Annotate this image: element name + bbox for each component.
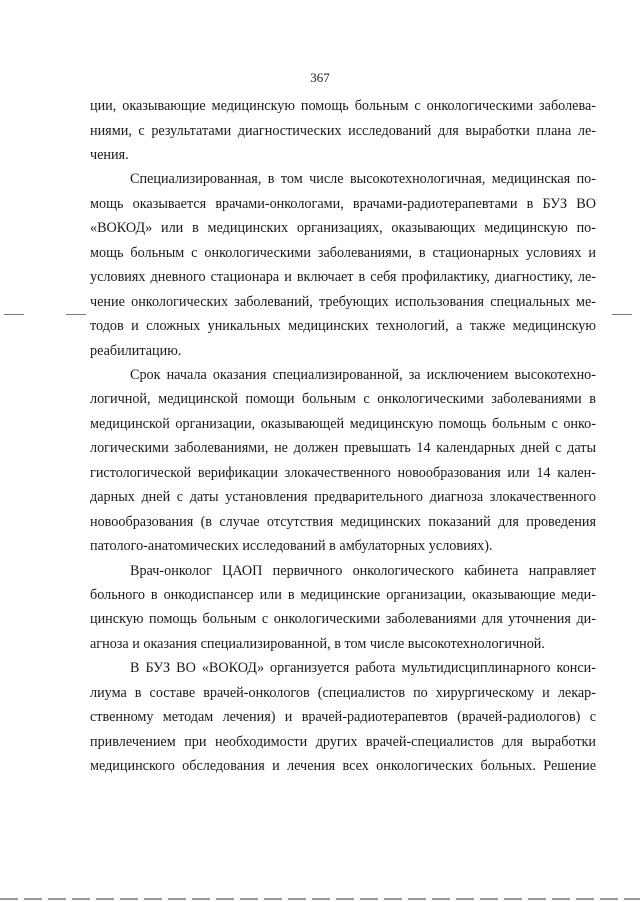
text-line: ственному методам лечения) и врачей-радиотерапевтов (врачей-радиологов) с [90, 709, 596, 726]
scan-bottom-edge [0, 898, 640, 900]
text-line: ции, оказывающие медицинскую помощь больным с онкологическими заболева- [90, 98, 596, 114]
text-line: патолого-анатомических исследований в амбулаторных условиях). [90, 538, 493, 555]
right-margin-mark [612, 314, 632, 315]
text-line: ниями, с результатами диагностических исследований для выработки плана ле- [90, 122, 596, 139]
text-line: логическими заболеваниями, не должен превышать 14 календарных дней с даты [90, 440, 596, 457]
text-line: тодов и сложных уникальных медицинских технологий, а также медицинскую [90, 318, 596, 334]
text-line: больного в онкодиспансер или в медицинские организации, оказывающие меди- [90, 587, 596, 603]
text-line: агноза и оказания специализированной, в том числе высокотехнологичной. [90, 635, 545, 652]
text-line: Срок начала оказания специализированной, за исключением высокотехно- [130, 366, 596, 383]
text-line: мощь больным с онкологическими заболеваниями, в стационарных условиях и [90, 244, 596, 261]
text-line: условиях дневного стационара и включает в себя профилактику, диагностику, ле- [90, 269, 596, 286]
text-line: мощь оказывается врачами-онкологами, врачами-радиотерапевтами в БУЗ ВО [90, 195, 596, 212]
text-line: дарных дней с даты установления предварительного диагноза злокачественного [90, 489, 596, 506]
text-line: медицинского обследования и лечения всех онкологических больных. Решение [90, 758, 596, 775]
text-line: цинскую помощь больным с онкологическими заболеваниями для уточнения ди- [90, 611, 596, 628]
text-line: Специализированная, в том числе высокотехнологичная, медицинская по- [130, 171, 596, 188]
text-line: новообразования (в случае отсутствия медицинских показаний для проведения [90, 513, 596, 530]
text-line: логичной, медицинской помощи больным с онкологическими заболеваниями в [90, 391, 596, 408]
text-line: привлечением при необходимости других врачей-специалистов для выработки [90, 733, 596, 750]
text-line: лиума в составе врачей-онкологов (специалистов по хирургическому и лекар- [90, 684, 596, 701]
text-line: «ВОКОД» или в медицинских организациях, оказывающих медицинскую по- [90, 220, 596, 237]
text-line: чения. [90, 146, 129, 163]
page-number: 367 [310, 70, 330, 85]
text-line: чение онкологических заболеваний, требующих использования специальных ме- [90, 293, 596, 310]
text-line: Врач-онколог ЦАОП первичного онкологического кабинета направляет [130, 562, 596, 579]
text-line: реабилитацию. [90, 342, 182, 359]
left-margin-dash [66, 314, 86, 315]
text-line: гистологической верификации злокачественного новообразования или 14 кален- [90, 464, 596, 481]
left-margin-mark [4, 314, 24, 315]
text-line: В БУЗ ВО «ВОКОД» организуется работа мультидисциплинарного конси- [130, 660, 596, 677]
text-line: медицинской организации, оказывающей медицинскую помощь больным с онко- [90, 415, 596, 432]
